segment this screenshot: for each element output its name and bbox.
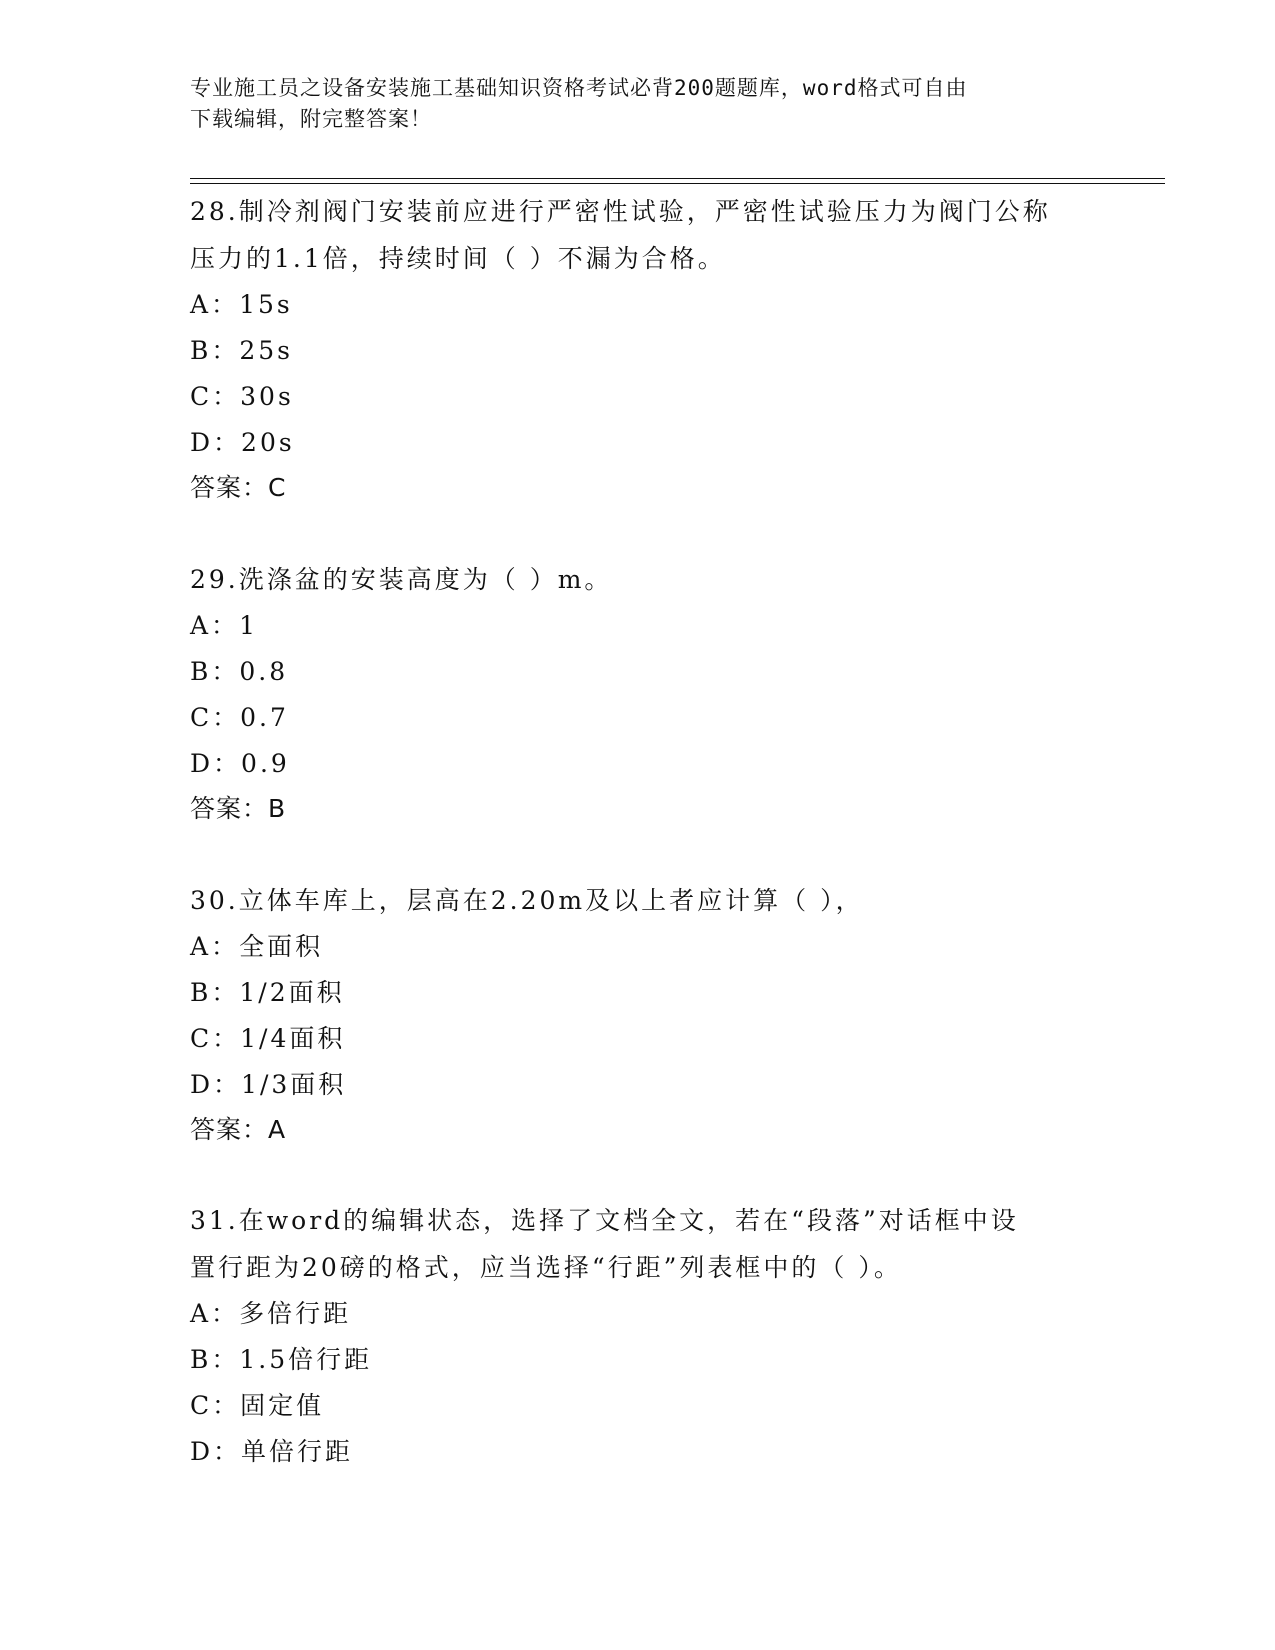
option-letter: A：	[190, 611, 240, 640]
option-text: 25s	[239, 336, 294, 365]
question-31	[190, 1197, 1110, 1475]
option-text: 20s	[241, 428, 295, 457]
option-letter: D：	[190, 1070, 242, 1099]
option-text: 1.5倍行距	[239, 1345, 373, 1374]
document-header	[190, 73, 1090, 135]
header-line-1: 专业施工员之设备安装施工基础知识资格考试必背200题题库，word格式可自由	[190, 76, 968, 100]
answer-label: 答案：B	[190, 794, 287, 823]
option-letter: D：	[190, 428, 242, 457]
option-letter: B：	[190, 978, 240, 1007]
option-text: 多倍行距	[239, 1299, 352, 1328]
option-c	[190, 695, 1110, 741]
option-text: 30s	[240, 382, 294, 411]
header-divider-top	[190, 178, 1165, 179]
option-text: 1/3面积	[241, 1070, 347, 1099]
option-a	[190, 603, 1110, 649]
option-letter: C：	[190, 1391, 241, 1420]
option-text: 全面积	[239, 932, 324, 961]
question-stem-line-1: 31.在word的编辑状态，选择了文档全文，若在“段落”对话框中设	[190, 1206, 1019, 1235]
option-text: 单倍行距	[241, 1437, 354, 1466]
option-a	[190, 924, 1110, 970]
question-30	[190, 877, 1110, 1152]
question-29	[190, 556, 1110, 831]
question-stem-line-1: 28.制冷剂阀门安装前应进行严密性试验，严密性试验压力为阀门公称	[190, 197, 1051, 226]
header-divider-bottom	[190, 183, 1165, 184]
option-letter: C：	[190, 382, 241, 411]
option-text: 0.9	[241, 749, 290, 778]
option-d	[190, 1062, 1110, 1108]
option-letter: B：	[190, 336, 240, 365]
option-letter: A：	[190, 290, 240, 319]
option-letter: B：	[190, 1345, 240, 1374]
option-a	[190, 282, 1110, 328]
option-b	[190, 328, 1110, 374]
option-b	[190, 649, 1110, 695]
option-a	[190, 1291, 1110, 1337]
option-letter: B：	[190, 657, 240, 686]
option-letter: C：	[190, 703, 241, 732]
option-letter: A：	[190, 1299, 240, 1328]
option-b	[190, 1337, 1110, 1383]
option-c	[190, 1383, 1110, 1429]
answer-label: 答案：C	[190, 473, 287, 502]
answer-label: 答案：A	[190, 1115, 287, 1144]
question-stem-line-2: 压力的1.1倍，持续时间（ ）不漏为合格。	[190, 244, 726, 273]
option-letter: D：	[190, 749, 242, 778]
question-28	[190, 188, 1110, 510]
option-letter: A：	[190, 932, 240, 961]
option-d	[190, 420, 1110, 466]
header-line-2: 下载编辑，附完整答案！	[190, 107, 432, 131]
option-text: 固定值	[240, 1391, 325, 1420]
question-stem-line-1: 30.立体车库上，层高在2.20m及以上者应计算（ ），	[190, 886, 864, 915]
question-stem-line-2: 置行距为20磅的格式，应当选择“行距”列表框中的（ ）。	[190, 1253, 902, 1282]
option-letter: C：	[190, 1024, 241, 1053]
option-c	[190, 374, 1110, 420]
option-text: 1	[239, 611, 258, 640]
option-text: 0.8	[239, 657, 289, 686]
option-letter: D：	[190, 1437, 242, 1466]
option-d	[190, 741, 1110, 787]
option-text: 1/2面积	[239, 978, 345, 1007]
option-c	[190, 1016, 1110, 1062]
option-text: 0.7	[240, 703, 289, 732]
question-stem-line-1: 29.洗涤盆的安装高度为（ ）m。	[190, 565, 613, 594]
option-text: 1/4面积	[240, 1024, 346, 1053]
option-d	[190, 1429, 1110, 1475]
option-text: 15s	[239, 290, 293, 319]
option-b	[190, 970, 1110, 1016]
